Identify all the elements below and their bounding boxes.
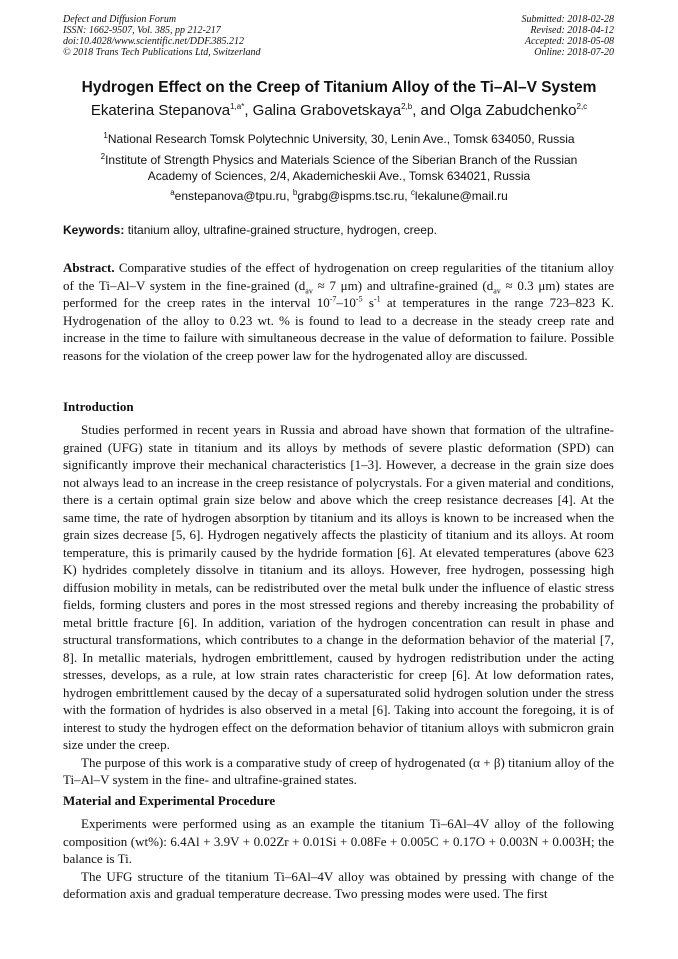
journal-header-left [63,14,261,58]
email-link[interactable]: grabg@ispms.tsc.ru [297,189,405,203]
affiliation-2: $^2$Institute of Strength Physics and Materials Science of the Siberian Branch of the Russian Academy of Sciences, 2/4, Akademicheskii Ave., Tomsk 634021, Russia [100,152,578,183]
methods-body [63,815,614,903]
section-heading-methods: Material and Experimental Procedure [63,793,276,808]
online-date: Online: 2018-07-20 [534,47,614,58]
paragraph: The UFG structure of the titanium Ti–6Al–4V alloy was obtained by pressing with change of the deformation axis and gradual temperature decrease. Two pressing modes were used. The first [63,868,614,901]
email-link[interactable]: enstepanova@tpu.ru [174,189,287,203]
revised-date: Revised: 2018-04-12 [530,25,614,36]
affiliation-1: $^1$National Research Tomsk Polytechnic University, 30, Lenin Ave., Tomsk 634050, Russia [103,131,575,146]
paper-title: Hydrogen Effect on the Creep of Titanium Alloy of the Ti–Al–V System [81,79,597,96]
author-affiliation-mark: 2,b [401,102,413,111]
issn-line: ISSN: 1662-9507, Vol. 385, pp 212-217 [63,25,221,36]
accepted-date: Accepted: 2018-05-08 [524,36,614,47]
submitted-date: Submitted: 2018-02-28 [521,14,614,25]
keywords [63,223,437,237]
doi-link[interactable]: doi:10.4028/www.scientific.net/DDF.385.212 [63,36,245,47]
author-affiliation-mark: 1,a* [230,102,245,111]
copyright-line: © 2018 Trans Tech Publications Ltd, Switzerland [63,47,261,58]
introduction-body [63,421,614,789]
author-name: Galina Grabovetskaya [252,102,402,119]
section-heading-introduction: Introduction [63,399,134,414]
author-list: Ekaterina Stepanova$^{1,a*}$, Galina Grabovetskaya$^{2,b}$, and Olga Zabudchenko$^{2,c}$ [90,102,588,119]
email-link[interactable]: lekalune@mail.ru [414,189,508,203]
author-affiliation-mark: 2,c [576,102,588,111]
paragraph: Studies performed in recent years in Russia and abroad have shown that formation of the ultrafine-grained (UFG) state in titanium and its alloys by methods of severe plastic deformation (SPD) can significantly improve their mechanical characteristics [1–3]. However, a decrease in the grain size does not always lead to an increase in the creep resistance of polycrystals. For a given material and conditions, there is a certain optimal grain size below and above which the creep resistance decreases [4]. At the same time, the rate of hydrogen absorption by titanium and its alloys is known to be increased when the grain sizes decrease [5, 6]. Hydrogen negatively affects the plasticity of titanium and its alloys. At room temperature, this is primarily caused by the hydride formation [6]. At elevated temperatures (above 623 K) hydrides completely dissolve in titanium and its alloys. However, free hydrogen, possessing high diffusion mobility in metals, can be redistributed over the metal bulk under the influence of elastic stress fields, forming clusters and pores in the most stressed regions and thereby increasing the probability of metal brittle fracture [6]. In addition, variation of the hydrogen concentration can result in phase and structural transformations, which contributes to a change in the deformation behavior of the material [7, 8]. In metallic materials, hydrogen embrittlement, caused by hydrogen redistribution under the acting stresses, develops, as a rule, at low strain rates characteristic for creep [6]. At low deformation rates, hydrogen embrittlement caused by the decay of a supersaturated solid hydrogen solution under the stress with the formation of hydrides is also observed in a metal [6]. Taking into account the foregoing, it is of interest to study the hydrogen effect on the deformation behavior of titanium alloys with submicron grain size under the creep. [63,422,614,752]
paragraph: The purpose of this work is a comparative study of creep of hydrogenated (α + β) titanium alloy of the Ti–Al–V system in the fine- and ultrafine-grained states. [63,754,614,787]
author-name: Ekaterina Stepanova [90,102,231,119]
abstract-label: Abstract. [63,260,115,275]
author-name: Olga Zabudchenko [449,102,577,119]
email-list: $^a$enstepanova@tpu.ru, $^b$grabg@ispms.tsc.ru, $^c$lekalune@mail.ru [170,188,508,203]
abstract: Abstract. Comparative studies of the effect of hydrogenation on creep regularities of the titanium alloy of the Ti–Al–V system in the fine-grained ($d_{av} \approx 7$ μm) and ultrafine-grained ($d_{av} \approx 0.3$ μm) states are performed for the creep rates in the interval $10^{-7}-10^{-5}$ $s^{-1}$ at temperatures in the range 723–823 K. Hydrogenation of the alloy to 0.23 wt. % is found to lead to a decrease in the steady creep rate and increase in the time to failure with simultaneous decrease in the value of deformation to failure. Possible reasons for the violation of the creep power law for the hydrogenated alloy are discussed. [63,260,615,363]
paragraph: Experiments were performed using as an example the titanium Ti–6Al–4V alloy of the following composition (wt%): 6.4Al + 3.9V + 0.02Zr + 0.01Si + 0.08Fe + 0.005C + 0.17O + 0.003N + 0.003H; the balance is Ti. [63,816,614,866]
keywords-text: titanium alloy, ultrafine-grained structure, hydrogen, creep. [127,223,437,237]
journal-header-right [522,14,615,58]
journal-name: Defect and Diffusion Forum [63,14,177,25]
keywords-label: Keywords: [63,223,125,237]
